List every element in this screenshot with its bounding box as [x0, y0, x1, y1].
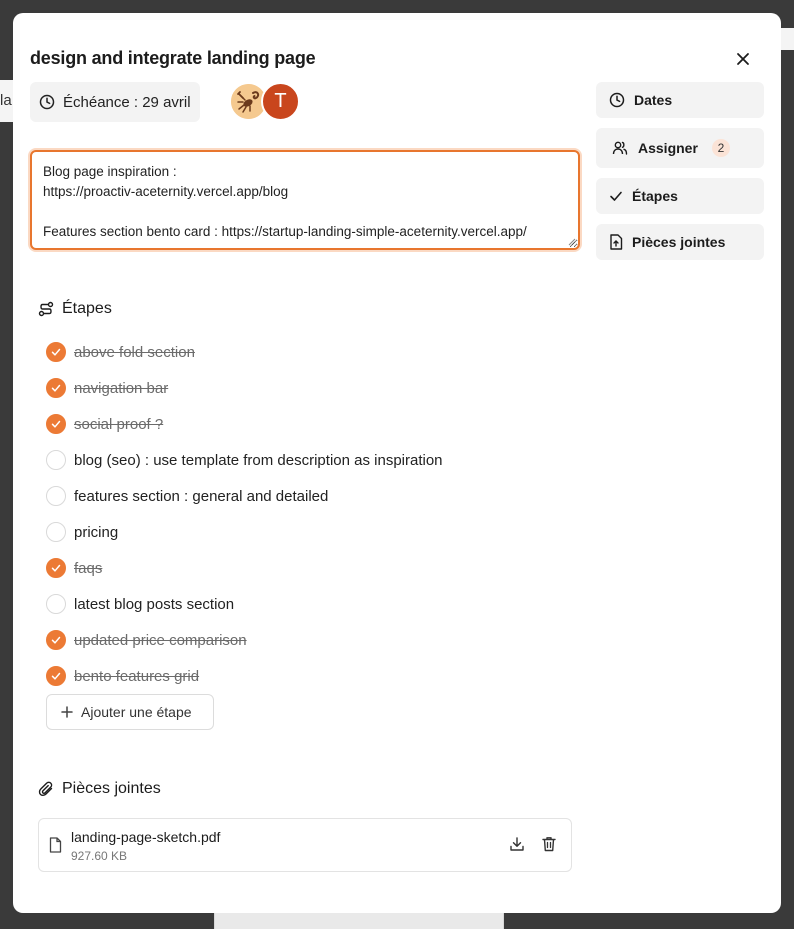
steps-button[interactable]	[596, 178, 764, 214]
background-text: la	[0, 92, 12, 109]
check-icon	[51, 419, 61, 429]
checkbox-checked[interactable]	[46, 378, 66, 398]
step-label: bento features grid	[74, 667, 200, 685]
steps-list	[46, 334, 443, 694]
step-item[interactable]	[46, 514, 443, 550]
step-item[interactable]	[46, 478, 443, 514]
step-item[interactable]	[46, 442, 443, 478]
dates-button[interactable]	[596, 82, 764, 118]
resize-handle-icon[interactable]	[568, 238, 576, 246]
check-icon	[51, 671, 61, 681]
description-textarea[interactable]: Blog page inspiration : https://proactiv-aceternity.vercel.app/blog Features section bento card : https://startup-landing-simple-aceternity.vercel.app/	[30, 150, 580, 250]
side-actions	[596, 82, 764, 270]
dates-label: Dates	[634, 92, 673, 108]
checkbox-unchecked[interactable]	[46, 594, 66, 614]
checkbox-checked[interactable]	[46, 414, 66, 434]
step-item[interactable]	[46, 406, 443, 442]
steps-label: Étapes	[632, 188, 678, 204]
add-step-button[interactable]	[46, 694, 214, 730]
file-size: 927.60 KB	[71, 849, 128, 863]
steps-section-header	[38, 300, 112, 318]
assign-count-badge: 2	[712, 139, 730, 157]
step-item[interactable]	[46, 334, 443, 370]
checkbox-unchecked[interactable]	[46, 522, 66, 542]
step-label: features section : general and detailed	[74, 487, 329, 505]
check-icon	[51, 347, 61, 357]
step-label: navigation bar	[74, 379, 169, 397]
checkbox-checked[interactable]	[46, 630, 66, 650]
step-label: social proof ?	[74, 415, 164, 433]
file-icon	[49, 837, 62, 853]
attachments-section-header	[38, 780, 161, 798]
task-title[interactable]: design and integrate landing page	[30, 48, 316, 68]
attachments-label: Pièces jointes	[632, 234, 726, 250]
step-label: updated price comparison	[74, 631, 247, 649]
checkbox-unchecked[interactable]	[46, 486, 66, 506]
step-label: pricing	[74, 523, 119, 541]
clock-icon	[39, 94, 55, 110]
check-icon	[51, 635, 61, 645]
background-app-fragment	[0, 80, 13, 122]
file-name: landing-page-sketch.pdf	[71, 829, 221, 845]
check-icon	[51, 563, 61, 573]
assign-label: Assigner	[638, 140, 698, 156]
avatar-initial: T	[274, 90, 287, 112]
route-icon	[38, 301, 54, 317]
attachments-button[interactable]	[596, 224, 764, 260]
close-button[interactable]	[731, 47, 755, 71]
step-item[interactable]	[46, 622, 443, 658]
step-item[interactable]	[46, 550, 443, 586]
attachment-item[interactable]	[38, 818, 572, 872]
checkbox-unchecked[interactable]	[46, 450, 66, 470]
attachments-section-title: Pièces jointes	[62, 780, 161, 797]
step-label: above fold section	[74, 343, 195, 361]
due-date-label: Échéance : 29 avril	[63, 93, 191, 111]
trash-icon[interactable]	[542, 836, 556, 852]
checkbox-checked[interactable]	[46, 558, 66, 578]
download-icon[interactable]	[509, 836, 525, 852]
assign-button[interactable]	[596, 128, 764, 168]
due-date-chip[interactable]	[30, 82, 200, 122]
clock-icon	[609, 92, 625, 108]
file-upload-icon	[609, 234, 623, 250]
step-item[interactable]	[46, 658, 443, 694]
add-step-label: Ajouter une étape	[81, 704, 192, 720]
step-label: blog (seo) : use template from description as inspiration	[74, 451, 443, 469]
checkbox-checked[interactable]	[46, 342, 66, 362]
step-label: faqs	[74, 559, 103, 577]
task-detail-modal	[13, 13, 781, 913]
check-icon	[51, 383, 61, 393]
users-icon	[612, 140, 628, 156]
step-item[interactable]	[46, 370, 443, 406]
steps-section-title: Étapes	[62, 300, 112, 317]
check-icon	[609, 189, 623, 203]
step-label: latest blog posts section	[74, 595, 235, 613]
avatar[interactable]	[261, 82, 300, 121]
close-icon	[736, 52, 750, 66]
checkbox-checked[interactable]	[46, 666, 66, 686]
background-app-fragment-right	[781, 28, 794, 50]
paperclip-icon	[38, 781, 54, 797]
plus-icon	[61, 706, 73, 718]
step-item[interactable]	[46, 586, 443, 622]
